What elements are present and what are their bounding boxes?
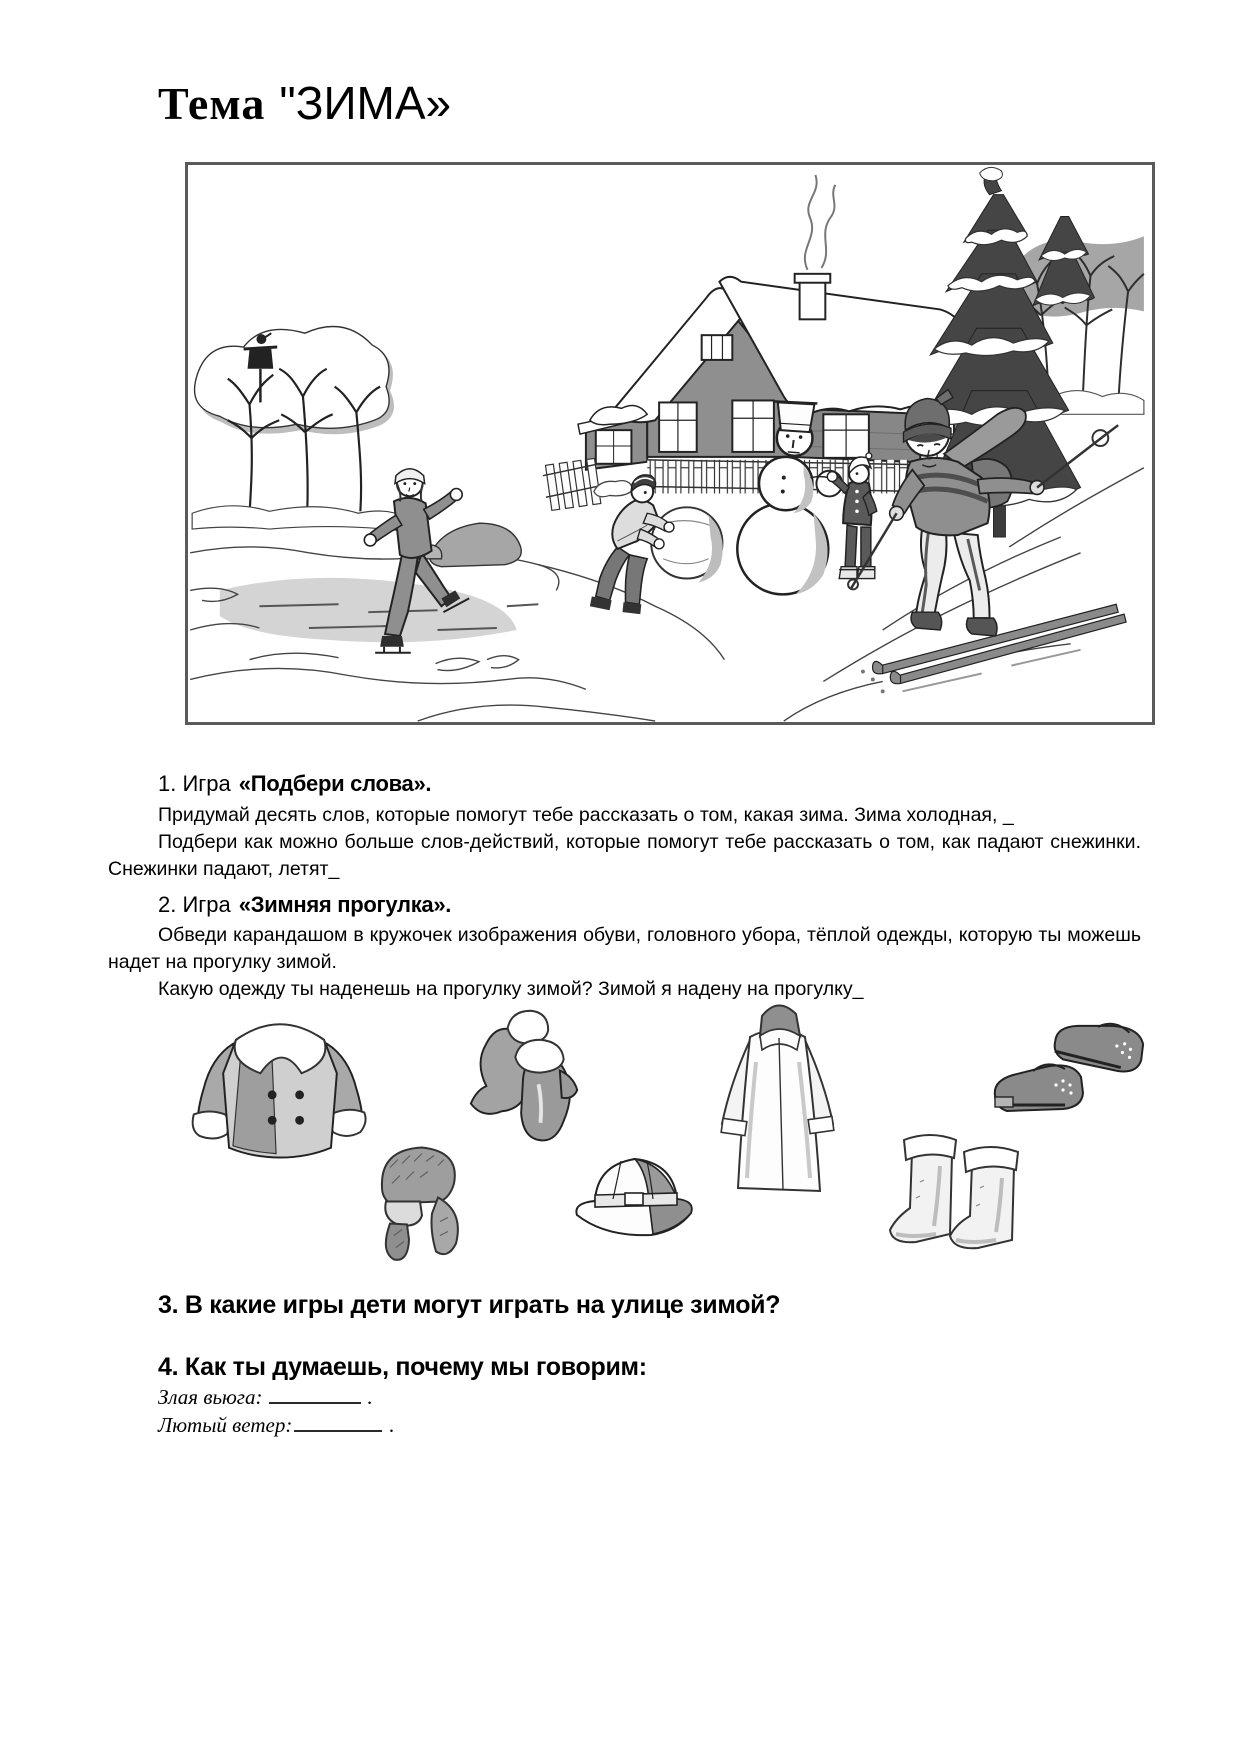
section2-heading-prefix: 2. Игра — [158, 892, 231, 917]
section4-item2-period: . — [389, 1413, 395, 1437]
answer-blank-line — [294, 1415, 382, 1432]
chimney — [800, 280, 826, 320]
panama-hat-illustration — [565, 1143, 705, 1248]
title-word: Тема — [158, 78, 266, 129]
section1-line3: Снежинки падают, летят_ — [108, 858, 340, 880]
winter-scene-drawing — [188, 165, 1152, 722]
trees-left — [192, 327, 404, 532]
section4-item2-label: Лютый ветер: — [158, 1413, 293, 1437]
section1-heading — [158, 770, 431, 798]
section2-heading — [158, 891, 451, 919]
section1-line1: Придумай десять слов, которые помогут тебе рассказать о том, какая зима. Зима холодная, _ — [158, 804, 1014, 826]
section1-line2: Подбери как можно больше слов-действий, которые помогут тебе рассказать о том, как падают снежинки. — [158, 831, 1141, 853]
title-theme: "ЗИМА» — [279, 77, 452, 129]
chimney-smoke — [805, 175, 835, 270]
section4-item1-label: Злая вьюга: — [158, 1385, 263, 1409]
mittens-illustration — [455, 1003, 595, 1148]
hooded-long-coat-illustration — [700, 992, 855, 1207]
section3-heading: 3. В какие игры дети могут играть на улице зимой? — [158, 1291, 781, 1319]
page-title — [158, 76, 451, 130]
winter-scene-illustration — [185, 162, 1155, 725]
strap-shoes-illustration — [985, 1015, 1155, 1120]
section4-item1 — [158, 1384, 373, 1410]
answer-blank-line — [269, 1387, 361, 1404]
section2-line1: Обведи карандашом в кружочек изображения обуви, головного убора, тёплой одежды, которую ты можешь — [158, 924, 1141, 946]
section4-heading: 4. Как ты думаешь, почему мы говорим: — [158, 1353, 647, 1381]
attic-window — [702, 335, 733, 360]
section4-item2 — [158, 1412, 395, 1438]
valenki-boots-illustration — [876, 1122, 1046, 1262]
section2-line2: надет на прогулку зимой. — [108, 951, 337, 973]
fur-coat-illustration — [182, 1000, 378, 1172]
rock — [430, 523, 522, 567]
section1-heading-name: «Подбери слова». — [238, 771, 432, 796]
section2-heading-name: «Зимняя прогулка». — [238, 892, 452, 917]
section2-line3: Какую одежду ты наденешь на прогулку зимой? Зимой я надену на прогулку_ — [158, 978, 864, 1000]
section1-heading-prefix: 1. Игра — [158, 771, 231, 796]
ushanka-hat-illustration — [352, 1130, 482, 1268]
section4-item1-period: . — [367, 1385, 373, 1409]
